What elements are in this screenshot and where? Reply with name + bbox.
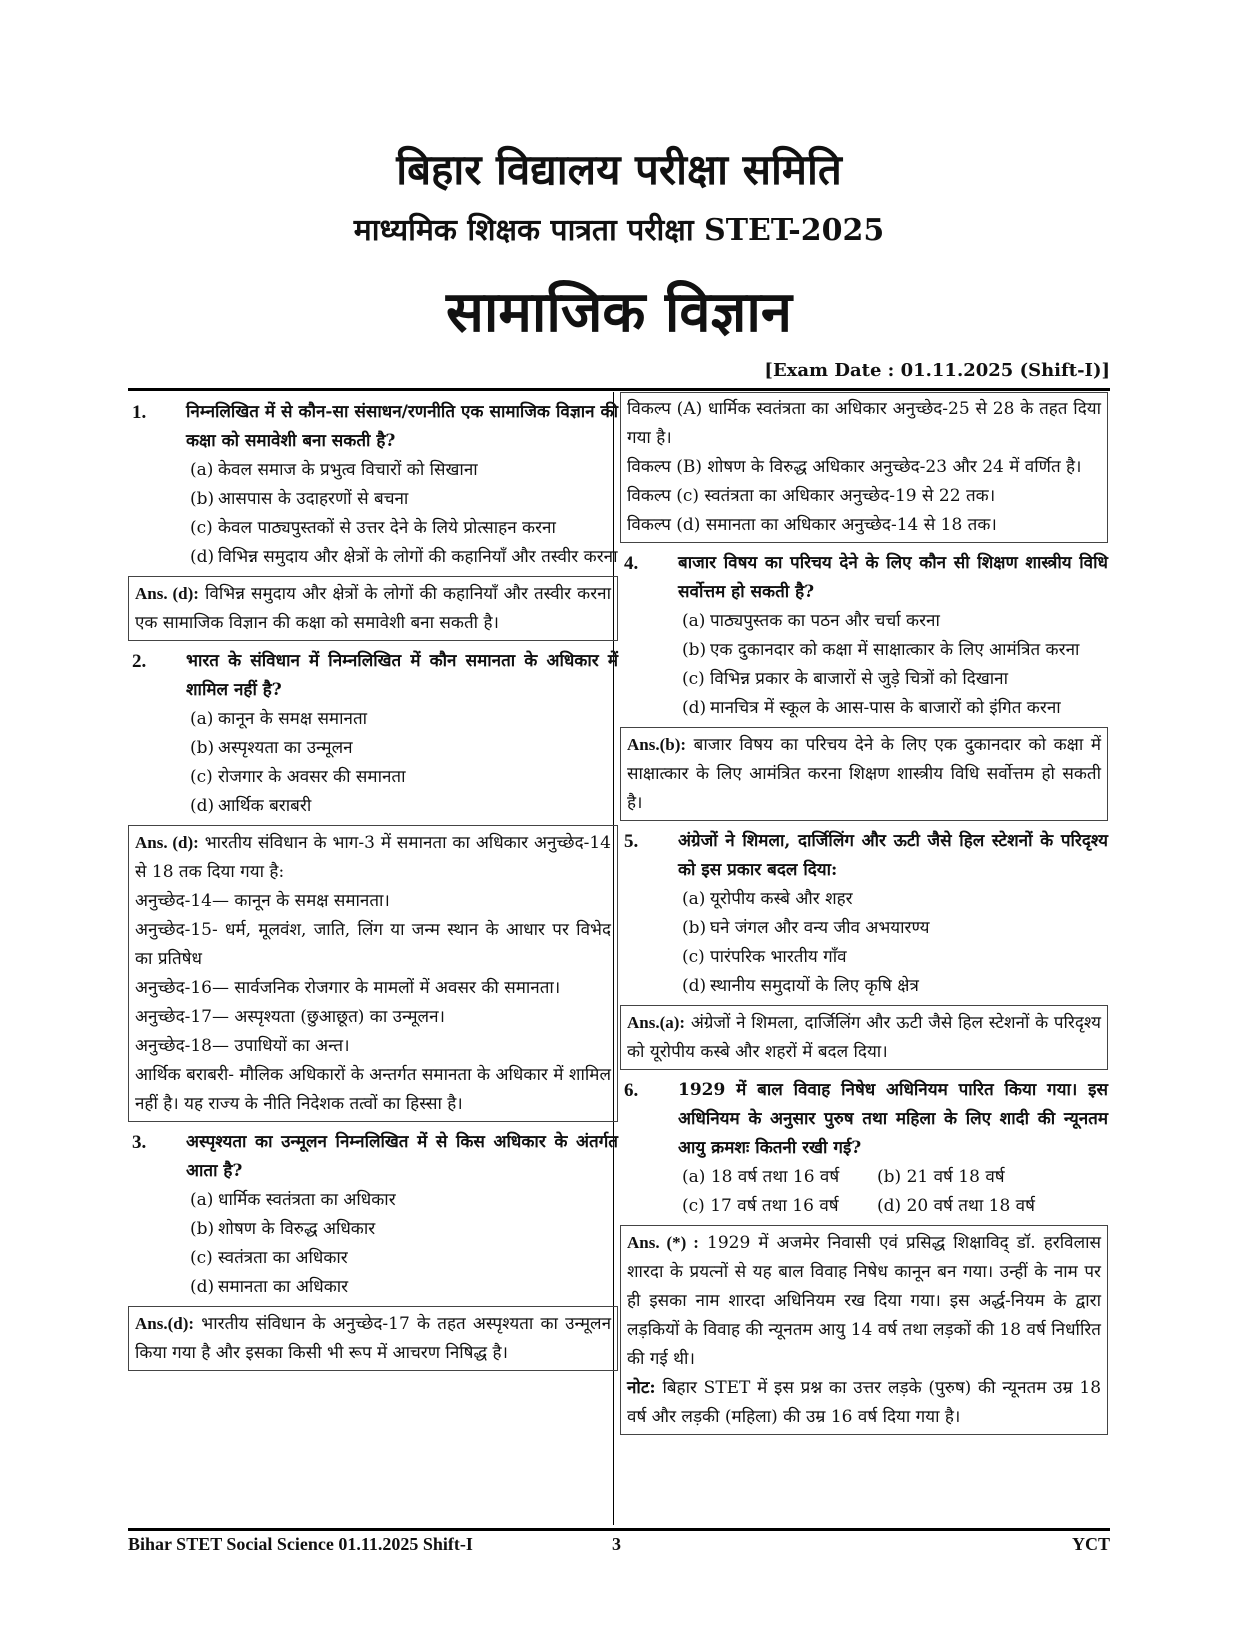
option-d: (d) स्थानीय समुदायों के लिए कृषि क्षेत्र <box>682 976 919 996</box>
right-column <box>620 398 1108 1441</box>
option-c: (c) 17 वर्ष तथा 16 वर्ष <box>682 1196 839 1216</box>
option-b: (b) अस्पृश्यता का उन्मूलन <box>190 738 353 758</box>
option-row <box>682 1192 1108 1221</box>
option-d: (d) समानता का अधिकार <box>190 1277 349 1297</box>
answer-box <box>620 727 1108 821</box>
option-b: (b) एक दुकानदार को कक्षा में साक्षात्कार के लिए आमंत्रित करना <box>682 640 1080 660</box>
option-a: (a) कानून के समक्ष समानता <box>190 709 368 729</box>
answer-line: अनुच्छेद-16— सार्वजनिक रोजगार के मामलों में अवसर की समानता। <box>135 978 561 998</box>
question-text: निम्नलिखित में से कौन-सा संसाधन/रणनीति एक सामाजिक विज्ञान की कक्षा को समावेशी बना सकती है? <box>186 402 618 451</box>
option-a: (a) 18 वर्ष तथा 16 वर्ष <box>682 1167 840 1187</box>
option-c: (c) विभिन्न प्रकार के बाजारों से जुड़े चित्रों को दिखाना <box>682 669 1008 689</box>
question-number: 5. <box>624 831 639 852</box>
answer-label: Ans. (d): <box>135 833 199 852</box>
answer-line: अनुच्छेद-17— अस्पृश्यता (छुआछूत) का उन्मूलन। <box>135 1007 445 1027</box>
answer-line: विकल्प (A) धार्मिक स्वतंत्रता का अधिकार अनुच्छेद-25 से 28 के तहत दिया गया है। <box>627 399 1101 448</box>
page-number: 3 <box>612 1534 621 1554</box>
question-number: 2. <box>132 651 147 672</box>
answer-line: आर्थिक बराबरी- मौलिक अधिकारों के अन्तर्गत समानता के अधिकार में शामिल नहीं है। यह राज्य के नीति निदेशक तत्वों का हिस्सा है। <box>135 1065 611 1114</box>
option-c: (c) स्वतंत्रता का अधिकार <box>190 1248 348 1268</box>
answer-text: अंग्रेजों ने शिमला, दार्जिलिंग और ऊटी जैसे हिल स्टेशनों के परिदृश्य को यूरोपीय कस्बे और शहरों में बदल दिया। <box>627 1013 1101 1062</box>
option-c: (c) पारंपरिक भारतीय गाँव <box>682 947 847 967</box>
answer-text: बाजार विषय का परिचय देने के लिए एक दुकानदार को कक्षा में साक्षात्कार के लिए आमंत्रित करना शिक्षण शास्त्रीय विधि सर्वोत्तम हो सकती है। <box>627 735 1102 813</box>
question-3 <box>128 1128 618 1371</box>
option-b: (b) आसपास के उदाहरणों से बचना <box>190 489 409 509</box>
subject-title: सामाजिक विज्ञान <box>445 279 793 345</box>
board-title: बिहार विद्यालय परीक्षा समिति <box>396 145 842 194</box>
answer-text: भारतीय संविधान के भाग-3 में समानता का अधिकार अनुच्छेद-14 से 18 तक दिया गया है: <box>135 833 611 882</box>
option-c: (c) केवल पाठ्यपुस्तकों से उत्तर देने के लिये प्रोत्साहन करना <box>190 518 556 538</box>
answer-label: Ans.(a): <box>627 1013 686 1032</box>
option-row <box>682 1163 1108 1192</box>
option-d: (d) आर्थिक बराबरी <box>190 796 312 816</box>
option-b: (b) शोषण के विरुद्ध अधिकार <box>190 1219 376 1239</box>
question-2 <box>128 647 618 1122</box>
question-4 <box>620 549 1108 821</box>
question-text: अंग्रेजों ने शिमला, दार्जिलिंग और ऊटी जैसे हिल स्टेशनों के परिदृश्य को इस प्रकार बदल दिया: <box>678 831 1108 880</box>
answer-box <box>128 576 618 641</box>
question-number: 4. <box>624 553 639 574</box>
question-text: भारत के संविधान में निम्नलिखित में कौन समानता के अधिकार में शामिल नहीं है? <box>186 651 618 700</box>
exam-date: [Exam Date : 01.11.2025 (Shift-I)] <box>764 360 1110 381</box>
answer-box <box>128 825 618 1122</box>
question-5 <box>620 827 1108 1070</box>
option-a: (a) धार्मिक स्वतंत्रता का अधिकार <box>190 1190 396 1210</box>
answer-box <box>128 1306 618 1371</box>
answer-label: Ans.(d): <box>135 1314 195 1333</box>
option-a: (a) यूरोपीय कस्बे और शहर <box>682 889 853 909</box>
question-text: अस्पृश्यता का उन्मूलन निम्नलिखित में से किस अधिकार के अंतर्गत आता है? <box>186 1132 618 1181</box>
answer-text: विभिन्न समुदाय और क्षेत्रों के लोगों की कहानियाँ और तस्वीर करना एक सामाजिक विज्ञान की कक्षा को समावेशी बना सकती है। <box>135 584 611 633</box>
footer-rule <box>128 1528 1110 1531</box>
question-text: बाजार विषय का परिचय देने के लिए कौन सी शिक्षण शास्त्रीय विधि सर्वोत्तम हो सकती है? <box>678 553 1108 602</box>
answer-text: 1929 में अजमेर निवासी एवं प्रसिद्ध शिक्षाविद् डॉ. हरविलास शारदा के प्रयत्नों से यह बाल विवाह निषेध कानून बन गया। उन्हीं के नाम पर ही इसका नाम शारदा अधिनियम रख दिया गया। इस अर्द्ध-नियम के द्वारा लड़कियों के विवाह की न्यूनतम आयु 14 वर्ष तथा लड़कों की 18 वर्ष निर्धारित की गई थी। <box>627 1233 1101 1369</box>
option-a: (a) पाठ्यपुस्तक का पठन और चर्चा करना <box>682 611 940 631</box>
answer-line: विकल्प (d) समानता का अधिकार अनुच्छेद-14 से 18 तक। <box>627 515 997 535</box>
answer-box-continued <box>620 392 1108 543</box>
option-b: (b) घने जंगल और वन्य जीव अभयारण्य <box>682 918 930 938</box>
answer-label: Ans.(b): <box>627 735 687 754</box>
question-6 <box>620 1076 1108 1435</box>
option-a: (a) केवल समाज के प्रभुत्व विचारों को सिखाना <box>190 460 478 480</box>
exam-title: माध्यमिक शिक्षक पात्रता परीक्षा STET-2025 <box>353 213 885 248</box>
footer-title: Bihar STET Social Science 01.11.2025 Shift-I <box>128 1534 473 1554</box>
option-b: (b) 21 वर्ष 18 वर्ष <box>877 1167 1005 1187</box>
answer-line: अनुच्छेद-18— उपाधियों का अन्त। <box>135 1036 350 1056</box>
question-number: 3. <box>132 1132 147 1153</box>
question-text: 1929 में बाल विवाह निषेध अधिनियम पारित किया गया। इस अधिनियम के अनुसार पुरुष तथा महिला के लिए शादी की न्यूनतम आयु क्रमशः कितनी रखी गई? <box>678 1080 1108 1158</box>
note-label: नोट: <box>627 1378 656 1398</box>
publisher-name: YCT <box>1071 1534 1110 1554</box>
answer-box <box>620 1005 1108 1070</box>
answer-box <box>620 1225 1108 1435</box>
answer-text: भारतीय संविधान के अनुच्छेद-17 के तहत अस्पृश्यता का उन्मूलन किया गया है और इसका किसी भी रूप में आचरण निषिद्ध है। <box>135 1314 612 1363</box>
answer-line: विकल्प (c) स्वतंत्रता का अधिकार अनुच्छेद-19 से 22 तक। <box>627 486 996 506</box>
header-rule <box>128 388 1110 391</box>
answer-line: अनुच्छेद-15- धर्म, मूलवंश, जाति, लिंग या जन्म स्थान के आधार पर विभेद का प्रतिषेध <box>135 920 611 969</box>
question-1 <box>128 398 618 641</box>
option-d: (d) 20 वर्ष तथा 18 वर्ष <box>877 1196 1035 1216</box>
option-c: (c) रोजगार के अवसर की समानता <box>190 767 406 787</box>
question-number: 1. <box>132 402 147 423</box>
answer-label: Ans. (*) : <box>627 1233 699 1252</box>
answer-label: Ans. (d): <box>135 584 199 603</box>
note-text: बिहार STET में इस प्रश्न का उत्तर लड़के (पुरुष) की न्यूनतम उम्र 18 वर्ष और लड़की (महिला) की उम्र 16 वर्ष दिया गया है। <box>627 1378 1102 1427</box>
question-number: 6. <box>624 1080 639 1101</box>
answer-line: विकल्प (B) शोषण के विरुद्ध अधिकार अनुच्छेद-23 और 24 में वर्णित है। <box>627 457 1082 477</box>
option-d: (d) मानचित्र में स्कूल के आस-पास के बाजारों को इंगित करना <box>682 698 1061 718</box>
option-d: (d) विभिन्न समुदाय और क्षेत्रों के लोगों की कहानियाँ और तस्वीर करना <box>190 547 618 567</box>
left-column <box>128 398 618 1377</box>
answer-line: अनुच्छेद-14— कानून के समक्ष समानता। <box>135 891 390 911</box>
